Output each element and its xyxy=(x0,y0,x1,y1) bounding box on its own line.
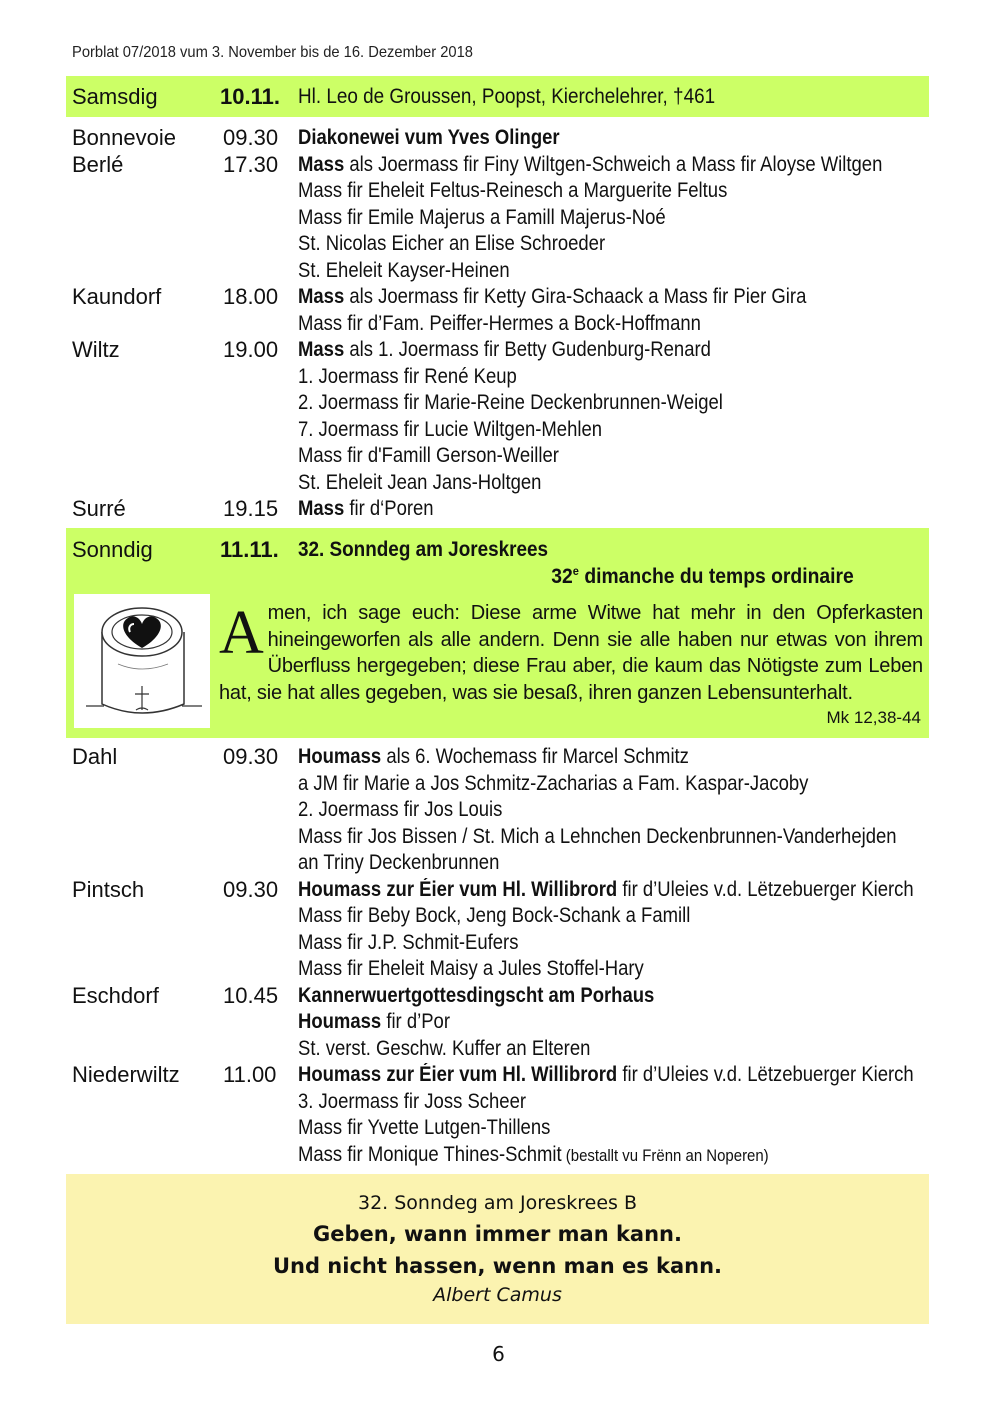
service-detail: fir d’Por xyxy=(381,1010,450,1033)
page-header: Porblat 07/2018 vum 3. November bis de 16. Dezember 2018 xyxy=(72,44,473,61)
service-detail: fir d‘Poren xyxy=(344,497,434,520)
schedule-row xyxy=(0,311,997,337)
quote-of-week-box xyxy=(66,1174,929,1324)
place-name: Pintsch xyxy=(72,876,145,902)
service-description xyxy=(298,930,518,956)
service-detail: St. Nicolas Eicher an Elise Schroeder xyxy=(298,232,606,255)
service-description xyxy=(298,205,666,231)
service-time: 10.45 xyxy=(223,982,279,1008)
quote-body: men, ich sage euch: Diese arme Witwe hat mehr in den Opferkasten hineingeworfen als alle andern. Denn sie alle haben nur etwas von ihrem Überfluss hergegeben; diese Frau aber, die kaum das Nötigste zum Leben hat, sie hat alles gegeben, was sie besaß, ihren ganzen Lebensunterhalt. xyxy=(219,602,923,704)
schedule-row xyxy=(0,983,997,1009)
service-detail: 1. Joermass fir René Keup xyxy=(298,364,517,388)
place-name: Dahl xyxy=(72,744,118,769)
place-name: Surré xyxy=(72,496,126,521)
service-time: 11.00 xyxy=(223,1062,277,1087)
place-name: Kaundorf xyxy=(72,284,162,309)
sunday-date: 11.11. xyxy=(220,537,279,562)
gospel-quote xyxy=(219,600,923,706)
schedule-row xyxy=(0,231,997,257)
service-type: Diakonewei vum Yves Olinger xyxy=(298,126,560,149)
schedule-row xyxy=(0,956,997,982)
schedule-row xyxy=(0,364,997,390)
place-name: Berlé xyxy=(72,151,124,177)
service-detail: als Joermass fir Finy Wiltgen-Schweich a Mass fir Aloyse Wiltgen xyxy=(344,152,883,176)
schedule-row xyxy=(0,284,997,310)
saturday-day: Samsdig xyxy=(72,84,158,109)
schedule-row xyxy=(0,1062,997,1088)
service-detail: St. verst. Geschw. Kuffer an Elteren xyxy=(298,1036,591,1060)
service-description xyxy=(298,1115,550,1141)
service-detail: fir d’Uleies v.d. Lëtzebuerger Kierch xyxy=(617,1063,914,1086)
service-description xyxy=(298,1089,526,1115)
service-detail: Mass fir Emile Majerus a Famill Majerus-Noé xyxy=(298,205,666,229)
service-description xyxy=(298,496,434,522)
schedule-row xyxy=(0,1036,997,1062)
service-detail: 7. Joermass fir Lucie Wiltgen-Mehlen xyxy=(298,417,603,441)
schedule-row xyxy=(0,744,997,770)
service-detail: 2. Joermass fir Marie-Reine Deckenbrunnen-Weigel xyxy=(298,391,723,414)
sunday-day: Sonndig xyxy=(72,537,153,562)
quote-dropcap: A xyxy=(219,599,264,667)
box-author: Albert Camus xyxy=(433,1284,562,1306)
service-detail: St. Eheleit Kayser-Heinen xyxy=(298,258,510,282)
service-description xyxy=(298,311,701,337)
service-description xyxy=(298,850,499,876)
service-description xyxy=(298,125,560,151)
service-detail: fir d’Uleies v.d. Lëtzebuerger Kierch xyxy=(617,877,914,901)
schedule-row xyxy=(0,125,997,151)
schedule-row xyxy=(0,152,997,178)
service-type: Mass xyxy=(298,497,345,520)
schedule-row xyxy=(0,258,997,284)
service-time: 19.15 xyxy=(223,496,279,521)
service-description xyxy=(298,178,727,204)
schedule-row xyxy=(0,1142,997,1168)
service-description xyxy=(298,744,689,770)
service-detail: Mass fir Yvette Lutgen-Thillens xyxy=(298,1116,551,1139)
box-heading: 32. Sonndeg am Joreskrees B xyxy=(357,1192,638,1214)
schedule-row xyxy=(0,470,997,496)
service-type: Houmass xyxy=(298,745,382,768)
schedule-row xyxy=(0,850,997,876)
service-type: Houmass zur Éier vum Hl. Willibrord xyxy=(298,1063,618,1086)
service-description xyxy=(298,337,711,363)
service-detail: als 1. Joermass fir Betty Gudenburg-Renard xyxy=(344,338,711,361)
place-name: Niederwiltz xyxy=(72,1062,180,1087)
place-name: Eschdorf xyxy=(72,982,159,1008)
service-type: Mass xyxy=(298,338,345,361)
service-detail: a JM fir Marie a Jos Schmitz-Zacharias a Fam. Kaspar-Jacoby xyxy=(298,771,809,795)
service-description xyxy=(298,470,541,496)
quote-reference: Mk 12,38-44 xyxy=(826,708,921,727)
service-detail: 3. Joermass fir Joss Scheer xyxy=(298,1089,527,1113)
box-quote-line-1: Geben, wann immer man kann. xyxy=(313,1222,682,1246)
service-note: (bestallt vu Frënn an Noperen) xyxy=(561,1145,769,1165)
service-detail: als Joermass fir Ketty Gira-Schaack a Mass fir Pier Gira xyxy=(344,285,807,308)
schedule-row xyxy=(0,771,997,797)
service-detail: Mass fir Beby Bock, Jeng Bock-Schank a Famill xyxy=(298,904,691,927)
service-detail: Mass fir Eheleit Feltus-Reinesch a Marguerite Feltus xyxy=(298,179,728,202)
schedule-row xyxy=(0,417,997,443)
service-description xyxy=(298,390,723,416)
offering-box-icon xyxy=(74,594,210,728)
service-time: 19.00 xyxy=(223,337,279,362)
service-description xyxy=(298,1062,914,1088)
service-description xyxy=(298,443,559,469)
schedule-row xyxy=(0,205,997,231)
service-description xyxy=(298,903,690,929)
service-description xyxy=(298,364,517,390)
service-description xyxy=(298,1009,450,1035)
place-name: Wiltz xyxy=(72,337,120,362)
service-description xyxy=(298,797,502,823)
schedule-row xyxy=(0,496,997,522)
service-description xyxy=(298,417,602,443)
service-description xyxy=(298,152,882,178)
schedule-row xyxy=(0,930,997,956)
service-detail: 2. Joermass fir Jos Louis xyxy=(298,798,503,821)
service-detail: Mass fir d’Fam. Peiffer-Hermes a Bock-Hoffmann xyxy=(298,311,701,335)
service-time: 09.30 xyxy=(223,876,279,902)
service-type: Houmass zur Éier vum Hl. Willibrord xyxy=(298,877,618,901)
saturday-date: 10.11. xyxy=(220,84,280,109)
place-name: Bonnevoie xyxy=(72,125,176,150)
sunday-bar xyxy=(66,528,929,738)
service-type: Mass xyxy=(298,285,345,308)
service-description xyxy=(298,284,806,310)
schedule-row xyxy=(0,824,997,850)
service-description xyxy=(298,1036,590,1062)
service-description xyxy=(298,956,644,982)
service-description xyxy=(298,983,654,1009)
service-time: 18.00 xyxy=(223,284,279,309)
service-description xyxy=(298,824,897,850)
service-type: Houmass xyxy=(298,1010,382,1033)
page-number: 6 xyxy=(492,1342,505,1366)
saturday-bar xyxy=(66,76,929,117)
service-type: Mass xyxy=(298,152,345,176)
service-description xyxy=(298,231,605,257)
schedule-row xyxy=(0,903,997,929)
service-detail: St. Eheleit Jean Jans-Holtgen xyxy=(298,470,542,494)
service-time: 09.30 xyxy=(223,744,279,769)
service-detail: an Triny Deckenbrunnen xyxy=(298,851,500,874)
service-detail: als 6. Wochemass fir Marcel Schmitz xyxy=(381,745,689,768)
schedule-row xyxy=(0,337,997,363)
service-description xyxy=(298,771,808,797)
schedule-row xyxy=(0,797,997,823)
schedule-row xyxy=(0,1089,997,1115)
schedule-row xyxy=(0,877,997,903)
schedule-row xyxy=(0,1009,997,1035)
service-detail: Mass fir d'Famill Gerson-Weiller xyxy=(298,444,559,467)
service-detail: Mass fir Jos Bissen / St. Mich a Lehnchen Deckenbrunnen-Vanderhejden xyxy=(298,824,897,848)
service-detail: Mass fir J.P. Schmit-Eufers xyxy=(298,930,519,954)
sunday-subtitle: 32e dimanche du temps ordinaire xyxy=(551,564,854,588)
service-description xyxy=(298,1142,769,1169)
service-type: Kannerwuertgottesdingscht am Porhaus xyxy=(298,983,655,1007)
schedule-row xyxy=(0,390,997,416)
schedule-row xyxy=(0,443,997,469)
service-time: 17.30 xyxy=(223,151,279,177)
service-time: 09.30 xyxy=(223,125,279,150)
service-description xyxy=(298,877,914,903)
service-detail: Mass fir Monique Thines-Schmit xyxy=(298,1142,562,1166)
offering-box-illustration xyxy=(74,594,210,728)
box-quote-line-2: Und nicht hassen, wenn man es kann. xyxy=(272,1254,723,1278)
schedule-row xyxy=(0,178,997,204)
saturday-title: Hl. Leo de Groussen, Poopst, Kierchelehrer, †461 xyxy=(298,85,716,108)
service-description xyxy=(298,258,510,284)
schedule-row xyxy=(0,1115,997,1141)
service-detail: Mass fir Eheleit Maisy a Jules Stoffel-Hary xyxy=(298,957,644,980)
sunday-title: 32. Sonndeg am Joreskrees xyxy=(298,538,549,561)
